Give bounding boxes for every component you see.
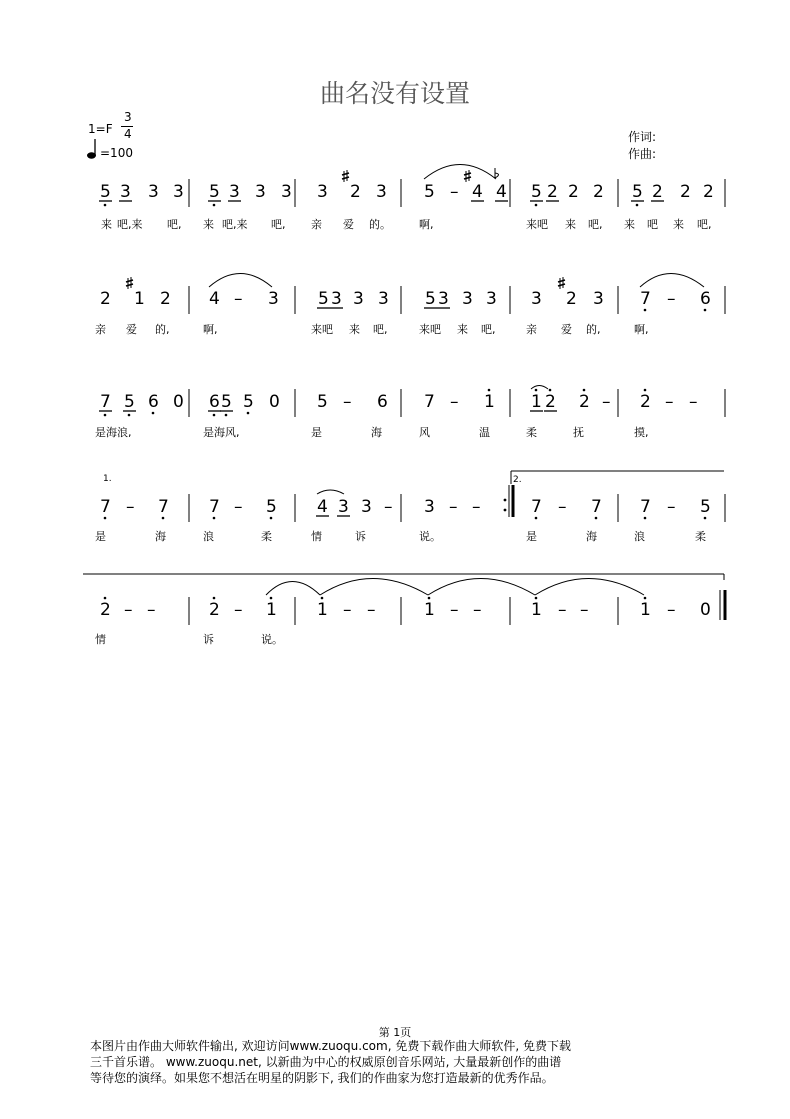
high-octave-dot: [535, 597, 538, 600]
lyric-syllable: 的,: [586, 323, 601, 336]
footer-line-2: 三千首乐谱。 www.zuoqu.net, 以新曲为中心的权威原创音乐网站, 大量最新创作的曲谱: [90, 1055, 562, 1069]
time-sig-numerator: 3: [124, 110, 132, 124]
note-digit: 5: [700, 497, 711, 517]
duration-dash: –: [667, 600, 676, 620]
note-digit: 5: [243, 392, 254, 412]
lyric-syllable: 诉: [355, 530, 366, 543]
note-digit: 3: [331, 289, 342, 309]
repeat-dot-bottom: [504, 509, 507, 512]
lyric-syllable: 来: [673, 218, 684, 231]
composer-label: 作曲:: [628, 147, 657, 161]
note-digit: 2: [547, 182, 558, 202]
note-digit: 2: [160, 289, 171, 309]
lyric-syllable: 来: [349, 323, 360, 336]
lyric-syllable: 浪: [634, 530, 645, 543]
note-digit: 5: [425, 289, 436, 309]
note-digit: 3: [353, 289, 364, 309]
note-digit: 5: [531, 182, 542, 202]
note-digit: 2: [568, 182, 579, 202]
note-digit: 0: [700, 600, 711, 620]
time-sig-denominator: 4: [124, 127, 132, 141]
duration-dash: –: [665, 392, 674, 412]
sharp-icon: [558, 280, 565, 282]
low-octave-dot: [213, 204, 216, 207]
note-digit: 5: [221, 392, 232, 412]
high-octave-dot: [321, 597, 324, 600]
note-digit: 3: [229, 182, 240, 202]
lyric-syllable: 海: [155, 530, 166, 543]
note-digit: 6: [700, 289, 711, 309]
slur-row4: [317, 490, 344, 494]
lyric-syllable: 柔: [695, 530, 706, 543]
lyric-syllable: 海: [586, 530, 597, 543]
low-octave-dot: [595, 517, 598, 520]
note-digit: 1: [266, 600, 277, 620]
note-digit: 2: [209, 600, 220, 620]
high-octave-dot: [644, 389, 647, 392]
duration-dash: –: [384, 497, 393, 517]
lyric-syllable: 是海风,: [203, 426, 240, 439]
lyric-syllable: 亲: [526, 323, 537, 336]
note-digit: 4: [496, 182, 507, 202]
note-digit: 2: [640, 392, 651, 412]
duration-dash: –: [473, 600, 482, 620]
sharp-icon: [342, 173, 349, 175]
note-digit: 3: [378, 289, 389, 309]
duration-dash: –: [124, 600, 133, 620]
note-digit: 2: [579, 392, 590, 412]
note-digit: 3: [361, 497, 372, 517]
note-digit: 3: [486, 289, 497, 309]
note-digit: 5: [266, 497, 277, 517]
page-number: 第 1页: [378, 1026, 412, 1039]
note-digit: 5: [317, 392, 328, 412]
lyric-syllable: 吧: [647, 218, 658, 231]
lyricist-label: 作词:: [628, 130, 657, 144]
note-digit: 1: [317, 600, 328, 620]
lyric-syllable: 的。: [369, 218, 391, 231]
duration-dash: –: [450, 182, 459, 202]
low-octave-dot: [225, 414, 228, 417]
lyric-syllable: 温: [479, 426, 490, 439]
note-digit: 5: [632, 182, 643, 202]
duration-dash: –: [234, 289, 243, 309]
tie-row5b: [320, 579, 428, 596]
volta1-label: 1.: [103, 474, 112, 484]
note-digit: 5: [100, 182, 111, 202]
sharp-icon: [464, 177, 471, 179]
duration-dash: –: [147, 600, 156, 620]
lyric-syllable: 吧,: [481, 323, 496, 336]
note-digit: 3: [268, 289, 279, 309]
note-digit: 4: [317, 497, 328, 517]
duration-dash: –: [450, 392, 459, 412]
note-digit: 6: [209, 392, 220, 412]
lyric-syllable: 爱: [343, 218, 354, 231]
tie-row5d: [535, 579, 644, 596]
lyric-syllable: 吧,: [373, 323, 388, 336]
lyric-syllable: 吧,: [588, 218, 603, 231]
lyric-syllable: 吧,: [271, 218, 286, 231]
duration-dash: –: [343, 600, 352, 620]
note-digit: 2: [100, 289, 111, 309]
lyric-syllable: 诉: [203, 633, 214, 646]
low-octave-dot: [535, 517, 538, 520]
low-octave-dot: [213, 414, 216, 417]
note-digit: 7: [424, 392, 435, 412]
low-octave-dot: [636, 204, 639, 207]
score-title: 曲名没有设置: [319, 79, 470, 108]
duration-dash: –: [472, 497, 481, 517]
lyric-syllable: 来: [101, 218, 112, 231]
low-octave-dot: [104, 204, 107, 207]
sharp-icon: [342, 177, 349, 179]
lyric-syllable: 浪: [203, 530, 214, 543]
sharp-icon: [464, 173, 471, 175]
slur-row2b: [640, 274, 704, 288]
note-digit: 1: [424, 600, 435, 620]
low-octave-dot: [152, 412, 155, 415]
tie-row3: [531, 386, 548, 390]
lyric-syllable: 啊,: [203, 323, 218, 336]
high-octave-dot: [104, 597, 107, 600]
duration-dash: –: [602, 392, 611, 412]
note-digit: 3: [531, 289, 542, 309]
note-digit: 6: [148, 392, 159, 412]
duration-dash: –: [558, 600, 567, 620]
duration-dash: –: [343, 392, 352, 412]
flat-icon: [495, 168, 499, 178]
note-digit: 3: [173, 182, 184, 202]
sharp-icon: [126, 280, 133, 282]
note-digit: 3: [424, 497, 435, 517]
note-digit: 5: [318, 289, 329, 309]
duration-dash: –: [689, 392, 698, 412]
note-digit: 1: [134, 289, 145, 309]
lyric-syllable: 的,: [155, 323, 170, 336]
key-signature: 1=F: [88, 122, 113, 136]
lyric-syllable: 来吧: [419, 323, 441, 336]
lyric-syllable: 柔: [261, 530, 272, 543]
lyric-syllable: 亲: [95, 323, 106, 336]
low-octave-dot: [704, 517, 707, 520]
low-octave-dot: [535, 204, 538, 207]
duration-dash: –: [580, 600, 589, 620]
slur-row1: [424, 165, 496, 180]
lyric-syllable: 吧,来: [222, 218, 248, 231]
lyric-syllable: 抚: [573, 426, 584, 439]
lyric-syllable: 说。: [261, 633, 283, 646]
lyric-syllable: 海: [371, 426, 382, 439]
lyric-syllable: 情: [311, 530, 322, 543]
low-octave-dot: [644, 309, 647, 312]
note-digit: 0: [173, 392, 184, 412]
note-digit: 7: [209, 497, 220, 517]
note-digit: 3: [120, 182, 131, 202]
note-digit: 1: [640, 600, 651, 620]
footer-line-3: 等待您的演绎。如果您不想活在明星的阴影下, 我们的作曲家为您打造最新的优秀作品。: [90, 1071, 554, 1085]
lyric-syllable: 是海浪,: [95, 426, 132, 439]
high-octave-dot: [549, 389, 552, 392]
duration-dash: –: [367, 600, 376, 620]
lyric-syllable: 来吧: [526, 218, 548, 231]
sharp-icon: [558, 284, 565, 286]
footer-line-1: 本图片由作曲大师软件输出, 欢迎访问www.zuoqu.com, 免费下载作曲大师软件, 免费下载: [90, 1039, 571, 1053]
note-digit: 6: [377, 392, 388, 412]
lyric-syllable: 来: [624, 218, 635, 231]
note-digit: 3: [255, 182, 266, 202]
lyric-syllable: 吧,: [697, 218, 712, 231]
note-digit: 1: [531, 392, 542, 412]
lyric-syllable: 来吧: [311, 323, 333, 336]
note-digit: 5: [424, 182, 435, 202]
note-digit: 3: [438, 289, 449, 309]
note-digit: 7: [531, 497, 542, 517]
lyric-syllable: 吧,来: [117, 218, 143, 231]
tie-row5a: [266, 582, 320, 596]
high-octave-dot: [535, 389, 538, 392]
note-digit: 7: [100, 497, 111, 517]
lyric-syllable: 吧,: [167, 218, 182, 231]
tempo-marking: =100: [100, 146, 133, 160]
note-digit: 3: [148, 182, 159, 202]
duration-dash: –: [234, 600, 243, 620]
note-digit: 2: [100, 600, 111, 620]
note-digit: 2: [652, 182, 663, 202]
low-octave-dot: [270, 517, 273, 520]
note-digit: 3: [593, 289, 604, 309]
lyric-syllable: 柔: [526, 426, 537, 439]
lyric-syllable: 亲: [311, 218, 322, 231]
lyric-syllable: 来: [565, 218, 576, 231]
sharp-icon: [126, 284, 133, 286]
duration-dash: –: [450, 600, 459, 620]
high-octave-dot: [583, 389, 586, 392]
note-digit: 3: [281, 182, 292, 202]
lyric-syllable: 是: [95, 530, 106, 543]
low-octave-dot: [104, 414, 107, 417]
high-octave-dot: [213, 597, 216, 600]
low-octave-dot: [162, 517, 165, 520]
repeat-dot-top: [504, 499, 507, 502]
lyric-syllable: 说。: [419, 530, 441, 543]
low-octave-dot: [104, 517, 107, 520]
slur-row2: [209, 274, 272, 288]
lyric-syllable: 摸,: [634, 426, 649, 439]
note-digit: 2: [703, 182, 714, 202]
note-digit: 3: [462, 289, 473, 309]
duration-dash: –: [234, 497, 243, 517]
note-digit: 5: [124, 392, 135, 412]
note-digit: 1: [484, 392, 495, 412]
note-digit: 2: [566, 289, 577, 309]
lyric-syllable: 爱: [126, 323, 137, 336]
lyric-syllable: 来: [203, 218, 214, 231]
note-digit: 4: [472, 182, 483, 202]
note-digit: 7: [640, 497, 651, 517]
note-digit: 2: [593, 182, 604, 202]
note-digit: 7: [591, 497, 602, 517]
duration-dash: –: [558, 497, 567, 517]
high-octave-dot: [644, 597, 647, 600]
lyric-syllable: 爱: [561, 323, 572, 336]
note-digit: 7: [158, 497, 169, 517]
volta2-label: 2.: [513, 475, 522, 485]
note-digit: 7: [640, 289, 651, 309]
low-octave-dot: [704, 309, 707, 312]
note-digit: 2: [680, 182, 691, 202]
tie-row5c: [428, 579, 535, 596]
note-digit: 2: [350, 182, 361, 202]
duration-dash: –: [126, 497, 135, 517]
note-digit: 2: [545, 392, 556, 412]
lyric-syllable: 是: [526, 530, 537, 543]
lyric-syllable: 啊,: [419, 218, 434, 231]
duration-dash: –: [667, 289, 676, 309]
low-octave-dot: [644, 517, 647, 520]
lyric-syllable: 啊,: [634, 323, 649, 336]
duration-dash: –: [449, 497, 458, 517]
note-digit: 1: [531, 600, 542, 620]
lyric-syllable: 情: [95, 633, 106, 646]
note-digit: 3: [376, 182, 387, 202]
low-octave-dot: [247, 412, 250, 415]
low-octave-dot: [213, 517, 216, 520]
lyric-syllable: 是: [311, 426, 322, 439]
note-digit: 4: [209, 289, 220, 309]
lyric-syllable: 来: [457, 323, 468, 336]
note-digit: 5: [209, 182, 220, 202]
high-octave-dot: [488, 389, 491, 392]
note-digit: 3: [317, 182, 328, 202]
note-digit: 0: [269, 392, 280, 412]
note-digit: 7: [100, 392, 111, 412]
note-digit: 3: [338, 497, 349, 517]
high-octave-dot: [270, 597, 273, 600]
lyric-syllable: 风: [419, 426, 430, 439]
duration-dash: –: [667, 497, 676, 517]
high-octave-dot: [428, 597, 431, 600]
low-octave-dot: [128, 414, 131, 417]
